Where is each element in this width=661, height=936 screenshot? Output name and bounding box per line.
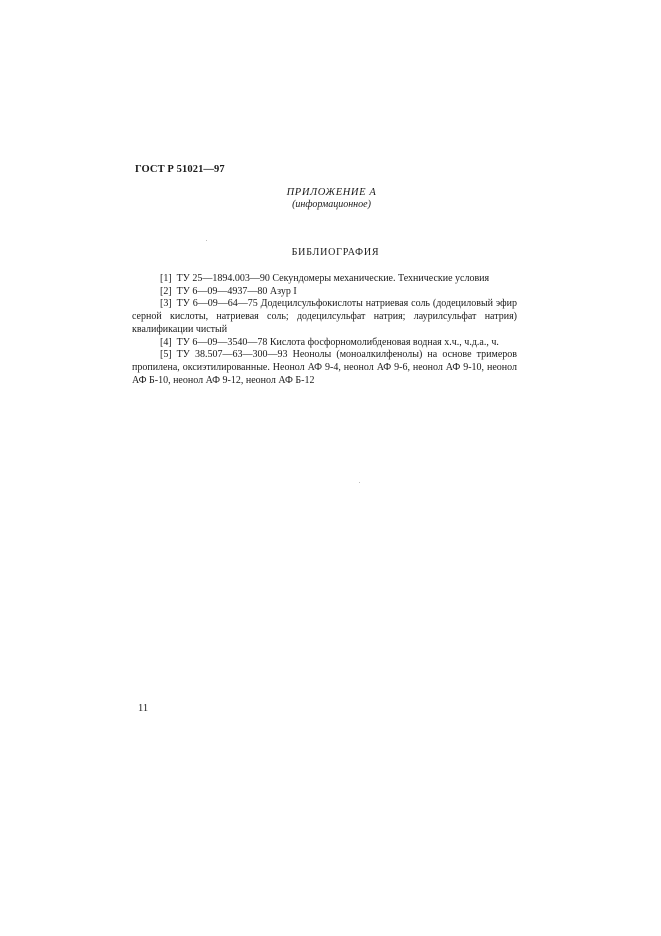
bibliography-list <box>132 273 517 387</box>
bibliography-entry <box>132 337 517 350</box>
entry-number: [3] <box>160 298 172 310</box>
entry-number: [1] <box>160 273 172 284</box>
entry-text: ТУ 6—09—4937—80 Азур I <box>176 285 297 297</box>
appendix-title: ПРИЛОЖЕНИЕ А <box>286 187 377 198</box>
entry-number: [5] <box>160 349 172 361</box>
appendix-heading <box>0 187 661 210</box>
entry-number: [2] <box>160 285 172 297</box>
page-number: 11 <box>138 703 149 714</box>
bibliography-entry <box>132 349 517 387</box>
document-code: ГОСТ Р 51021—97 <box>135 164 225 175</box>
entry-text: ТУ 6—09—64—75 Додецилсульфокислоты натриевая соль (додециловый эфир серной кислоты, натриевая соль; додецилсульфат натрия; лаурилсульфат натрия) квалификации чистый <box>132 298 517 335</box>
section-title: БИБЛИОГРАФИЯ <box>291 247 380 258</box>
entry-text: ТУ 25—1894.003—90 Секундомеры механические. Технические условия <box>176 273 490 284</box>
bibliography-entry <box>132 273 517 286</box>
bibliography-entry <box>132 298 517 336</box>
bibliography-entry <box>132 286 517 299</box>
entry-text: ТУ 6—09—3540—78 Кислота фосфорномолибденовая водная х.ч., ч.д.а., ч. <box>176 336 499 348</box>
scan-speck <box>359 482 360 483</box>
scan-speck <box>206 240 207 241</box>
appendix-subtitle: (информационное) <box>292 199 371 210</box>
entry-text: ТУ 38.507—63—300—93 Неонолы (моноалкилфенолы) на основе тримеров пропилена, оксиэтилированные. Неонол АФ 9-4, неонол АФ 9-6, неонол АФ 9-10, неонол АФ Б-10, неонол АФ 9-12, неонол АФ Б-12 <box>132 349 517 386</box>
entry-number: [4] <box>160 336 172 348</box>
